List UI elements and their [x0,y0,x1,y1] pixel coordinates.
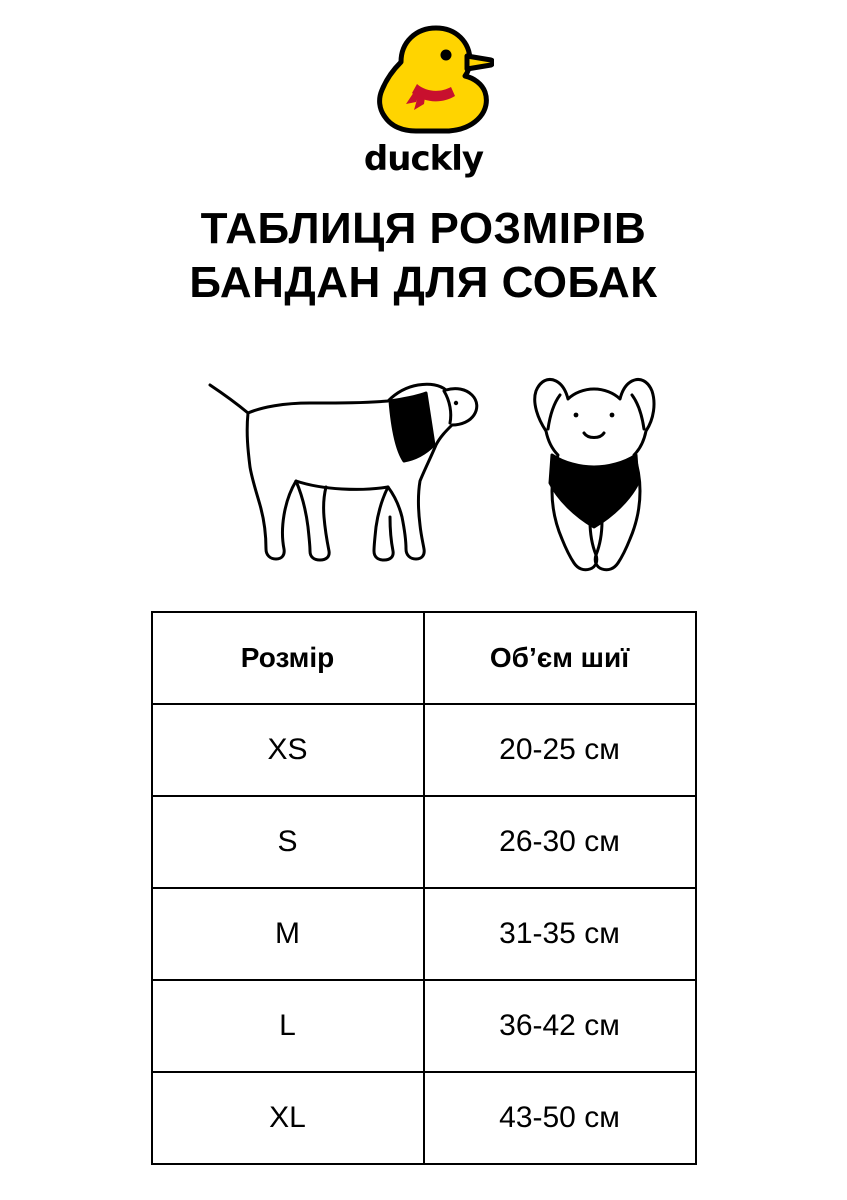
cell-neck: 20-25 см [424,704,696,796]
table-header-size: Розмір [152,612,424,704]
cell-size: M [152,888,424,980]
dog-front-view-with-bandana-icon [534,379,653,569]
cell-neck: 43-50 см [424,1072,696,1164]
duck-logo-icon [354,22,494,140]
table-row [152,980,696,1072]
brand-wordmark: duckly [363,139,484,179]
cell-size: L [152,980,424,1072]
dog-side-view-with-bandana-icon [210,384,477,560]
table-row [152,888,696,980]
table-row [152,704,696,796]
page-title-line-1: ТАБЛИЦЯ РОЗМІРІВ [200,204,647,253]
cell-size: S [152,796,424,888]
page-title-line-2: БАНДАН ДЛЯ СОБАК [189,257,658,307]
size-table [151,611,697,1165]
dog-illustration [144,363,704,593]
cell-neck: 26-30 см [424,796,696,888]
cell-neck: 31-35 см [424,888,696,980]
cell-size: XS [152,704,424,796]
table-row [152,796,696,888]
brand-logo [354,22,494,179]
table-header-row [152,612,696,704]
table-header-neck: Об’єм шиї [424,612,696,704]
cell-size: XL [152,1072,424,1164]
table-row [152,1072,696,1164]
page-title [189,202,657,309]
cell-neck: 36-42 см [424,980,696,1072]
